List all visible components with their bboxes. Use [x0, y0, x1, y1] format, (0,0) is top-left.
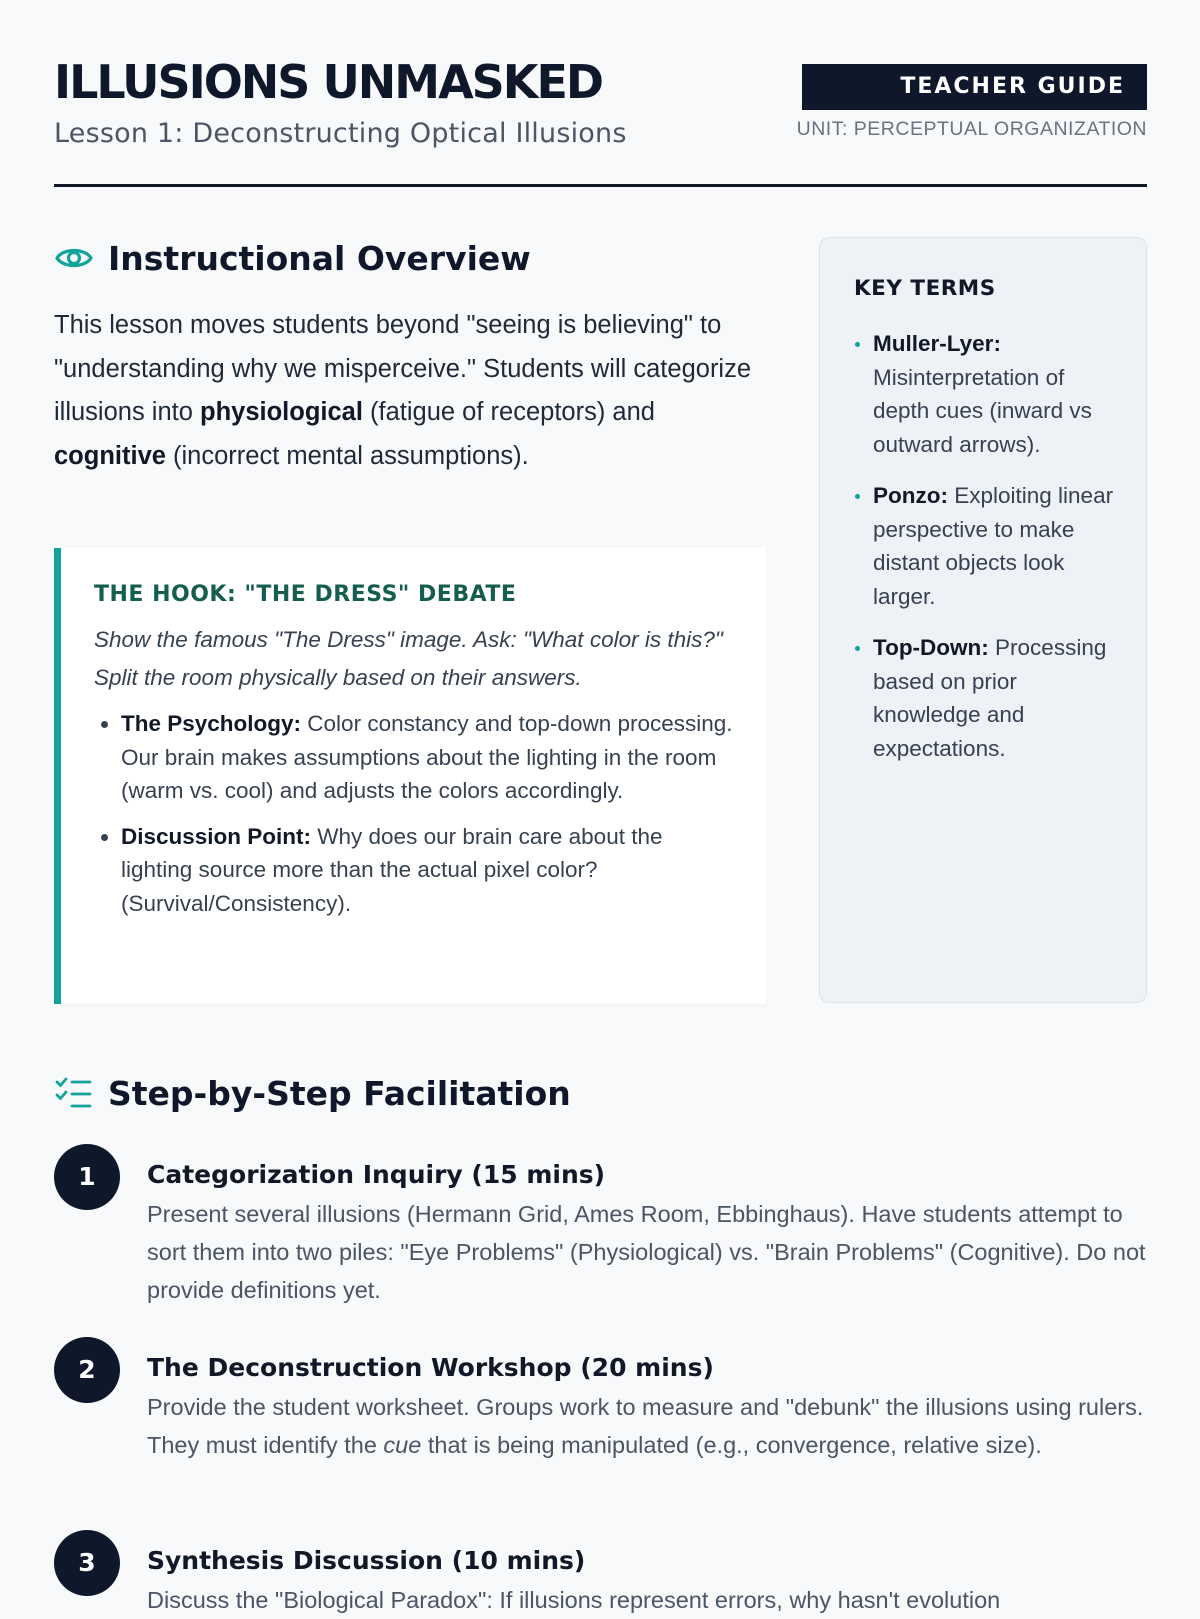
step-title: The Deconstruction Workshop (20 mins) — [147, 1353, 714, 1382]
step-number-badge: 3 — [54, 1530, 120, 1596]
step-description: Present several illusions (Hermann Grid, Ames Room, Ebbinghaus). Have students attempt to sort them into two piles: "Eye Problems" (Physiological) vs. "Brain Problems" (Cognitive). Do not provide definitions yet. — [147, 1201, 1146, 1303]
step-description: Provide the student worksheet. Groups work to measure and "debunk" the illusions using rulers. They must identify the cue that is being manipulated (e.g., convergence, relative size). — [147, 1394, 1144, 1458]
step-number-badge: 2 — [54, 1337, 120, 1403]
hook-points — [94, 707, 734, 920]
overview-title: Instructional Overview — [108, 238, 531, 278]
list-item: • The Psychology: Color constancy and top-down processing. Our brain makes assumptions about the lighting in the room (warm vs. cool) and adjusts the colors accordingly. — [121, 707, 734, 808]
hook-title: THE HOOK: "THE DRESS" DEBATE — [94, 582, 517, 607]
overview-intro: This lesson moves students beyond "seeing is believing" to "understanding why we misperceive." Students will categorize illusions into physiological (fatigue of receptors) and cognitive (incorrect mental assumptions). — [54, 311, 752, 470]
key-term-item: Muller-Lyer: Misinterpretation of depth cues (inward vs outward arrows). — [854, 327, 1126, 461]
step-number-badge: 1 — [54, 1144, 120, 1210]
eye-icon — [54, 238, 94, 278]
step-title: Categorization Inquiry (15 mins) — [147, 1160, 606, 1189]
key-terms-title: KEY TERMS — [854, 276, 996, 301]
page-header — [54, 0, 1147, 187]
overview-heading — [54, 238, 531, 278]
teacher-guide-badge: TEACHER GUIDE — [802, 64, 1147, 110]
hook-instruction: Show the famous "The Dress" image. Ask: "What color is this?" Split the room physically based on their answers. — [94, 627, 723, 690]
lesson-subtitle: Lesson 1: Deconstructing Optical Illusions — [54, 118, 627, 149]
key-term-item: Top-Down: Processing based on prior knowledge and expectations. — [854, 631, 1126, 765]
unit-label: UNIT: PERCEPTUAL ORGANIZATION — [796, 118, 1147, 140]
teacher-guide-page — [54, 0, 1147, 1613]
page-title: ILLUSIONS UNMASKED — [54, 55, 603, 109]
step-title: Synthesis Discussion (10 mins) — [147, 1546, 586, 1575]
list-item: • Discussion Point: Why does our brain care about the lighting source more than the actual pixel color? (Survival/Consistency). — [121, 820, 734, 921]
hook-callout — [54, 548, 766, 1004]
checklist-icon — [54, 1073, 94, 1113]
key-terms-panel — [819, 237, 1147, 1003]
steps-heading — [54, 1073, 571, 1113]
step-description: Discuss the "Biological Paradox": If illusions represent errors, why hasn't evolution — [147, 1587, 1001, 1613]
steps-title: Step-by-Step Facilitation — [108, 1073, 571, 1113]
key-term-item: Ponzo: Exploiting linear perspective to make distant objects look larger. — [854, 479, 1126, 613]
